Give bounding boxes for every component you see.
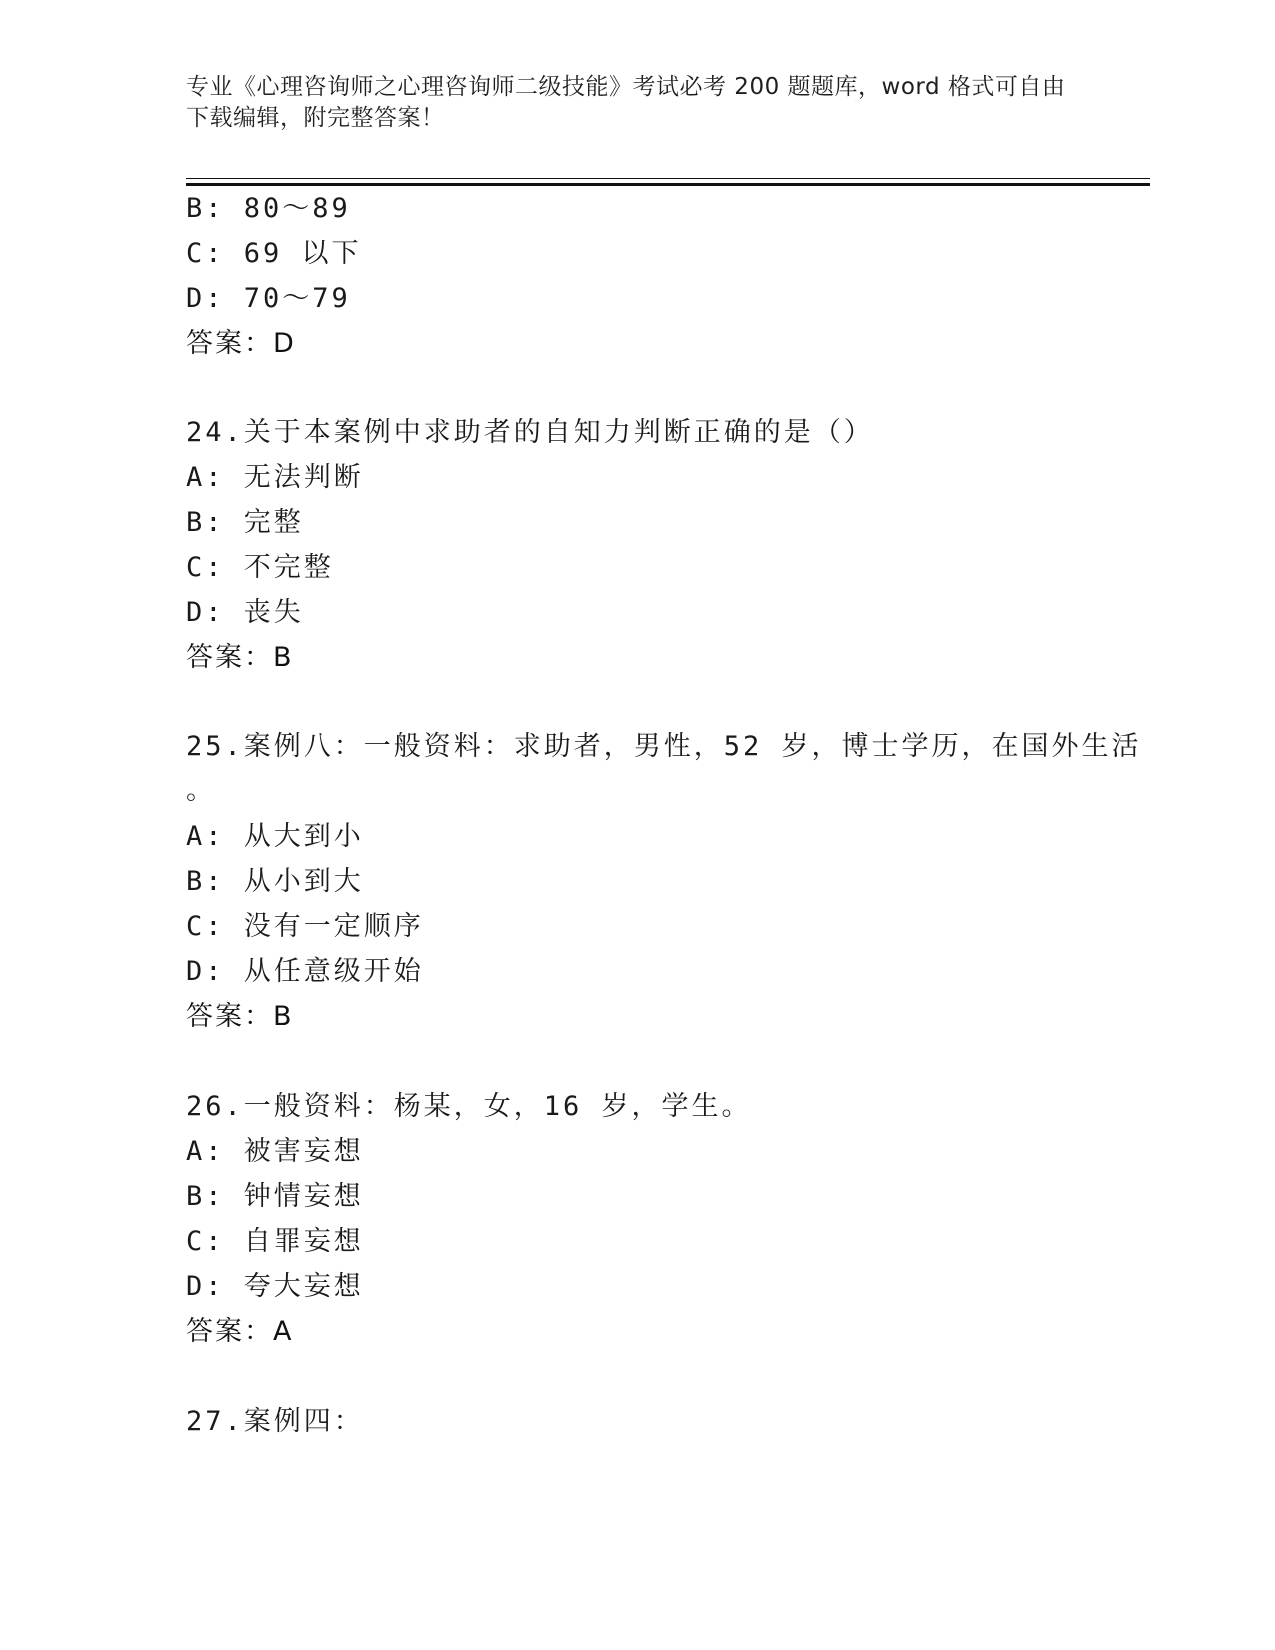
q24-option-a: A: 无法判断: [186, 462, 364, 493]
q25-option-c: C: 没有一定顺序: [186, 911, 424, 942]
q26-option-a: A: 被害妄想: [186, 1136, 364, 1167]
q25-option-d: D: 从任意级开始: [186, 956, 424, 987]
document-header: 专业《心理咨询师之心理咨询师二级技能》考试必考 200 题题库，word 格式可自由下载编辑，附完整答案！: [186, 74, 1066, 131]
q25-answer: 答案：B: [186, 1001, 294, 1032]
q23-option-d: D: 70～79: [186, 283, 351, 314]
q26-option-b: B: 钟情妄想: [186, 1181, 364, 1212]
q23-answer: 答案：D: [186, 328, 296, 359]
q25-option-a: A: 从大到小: [186, 821, 364, 852]
q24-option-b: B: 完整: [186, 507, 304, 538]
q25-question-continuation: 。: [186, 775, 216, 806]
q24-option-d: D: 丧失: [186, 597, 304, 628]
q26-answer: 答案：A: [186, 1316, 294, 1347]
header-divider-thick: [186, 183, 1150, 186]
q26-question: 26.一般资料：杨某，女，16 岁，学生。: [186, 1091, 752, 1122]
q25-question: 25.案例八：一般资料：求助者，男性，52 岁，博士学历，在国外生活: [186, 731, 1142, 762]
q24-answer: 答案：B: [186, 642, 294, 673]
q24-question: 24.关于本案例中求助者的自知力判断正确的是（）: [186, 417, 874, 448]
q23-option-b: B: 80～89: [186, 193, 351, 224]
q23-option-c: C: 69 以下: [186, 238, 362, 269]
q27-question: 27.案例四：: [186, 1406, 364, 1437]
q25-option-b: B: 从小到大: [186, 866, 364, 897]
q26-option-c: C: 自罪妄想: [186, 1226, 364, 1257]
header-divider-thin: [186, 178, 1150, 179]
q26-option-d: D: 夸大妄想: [186, 1271, 364, 1302]
q24-option-c: C: 不完整: [186, 552, 334, 583]
